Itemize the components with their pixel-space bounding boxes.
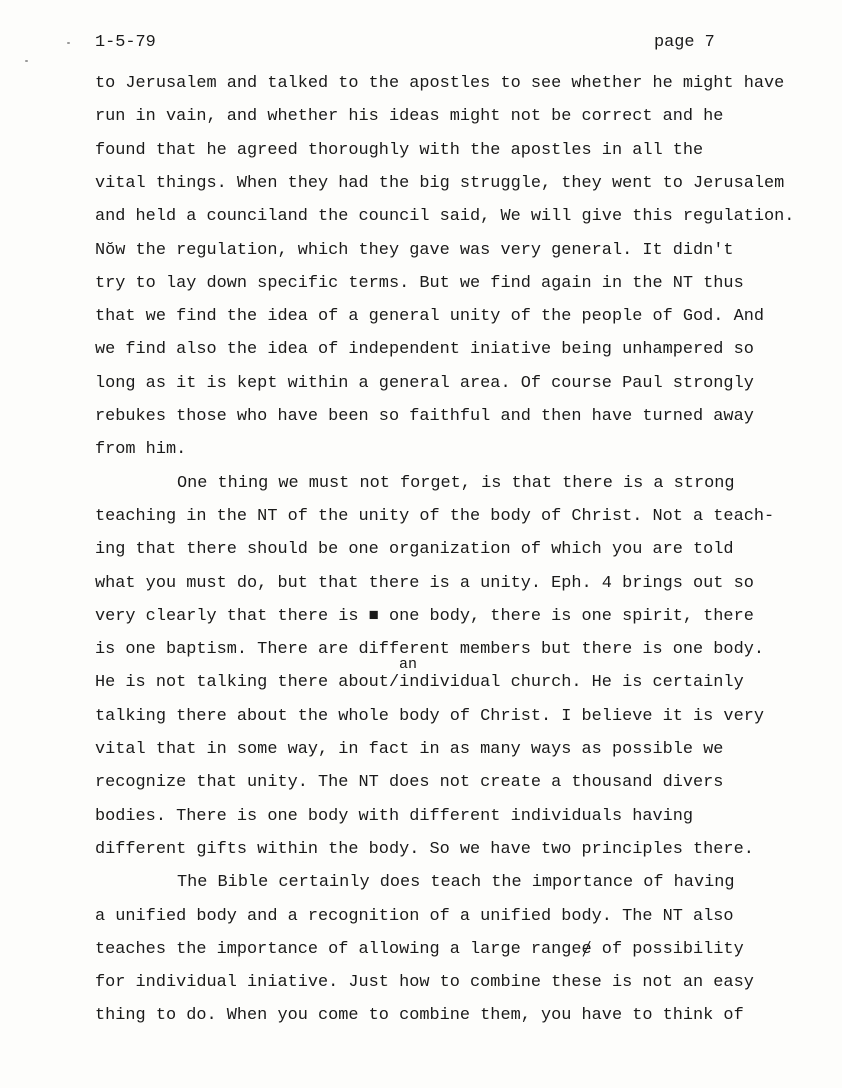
text-line: a unified body and a recognition of a unified body. The NT also xyxy=(95,906,734,926)
scan-speck xyxy=(67,42,70,44)
text-line: long as it is kept within a general area. Of course Paul strongly xyxy=(95,373,754,393)
text-line: what you must do, but that there is a unity. Eph. 4 brings out so xyxy=(95,573,754,593)
text-line: for individual iniative. Just how to combine these is not an easy xyxy=(95,973,754,993)
text-line: One thing we must not forget, is that there is a strong xyxy=(177,473,735,493)
text-line: bodies. There is one body with different individuals having xyxy=(95,806,694,826)
text-line: rebukes those who have been so faithful and then have turned away xyxy=(95,407,754,426)
text-line: different gifts within the body. So we have two principles there. xyxy=(95,839,754,859)
text-line: vital things. When they had the big struggle, they went to Jerusalem xyxy=(95,173,785,193)
text-line: is one baptism. There are different members but there is one body. xyxy=(95,640,764,660)
text-line: recognize that unity. The NT does not create a thousand divers xyxy=(95,773,724,793)
text-line: and held a counciland the council said, We will give this regulation. xyxy=(95,207,795,227)
text-line: from him. xyxy=(95,440,187,460)
text-line: try to lay down specific terms. But we find again in the NT thus xyxy=(95,273,744,293)
scan-speck xyxy=(25,60,28,62)
page-header-date: 1-5-79 xyxy=(95,33,156,52)
text-line: talking there about the whole body of Christ. I believe it is very xyxy=(95,706,764,726)
text-line: that we find the idea of a general unity of the people of God. And xyxy=(95,307,764,327)
text-line: we find also the idea of independent iniative being unhampered so xyxy=(95,340,754,360)
text-line: very clearly that there is ■ one body, there is one spirit, there xyxy=(95,606,754,626)
text-line: teaching in the NT of the unity of the body of Christ. Not a teach- xyxy=(95,506,775,526)
page-number: page 7 xyxy=(654,33,715,52)
text-line: teaches the importance of allowing a large rangeɇ of possibility xyxy=(95,939,744,959)
text-line: vital that in some way, in fact in as many ways as possible we xyxy=(95,740,724,759)
text-line: thing to do. When you come to combine them, you have to think of xyxy=(95,1006,744,1026)
text-line: ing that there should be one organization of which you are told xyxy=(95,540,734,560)
text-line: found that he agreed thoroughly with the apostles in all the xyxy=(95,140,704,160)
text-line: to Jerusalem and talked to the apostles to see whether he might have xyxy=(95,74,785,93)
text-line: Nŏw the regulation, which they gave was very general. It didn't xyxy=(95,240,734,260)
text-line: run in vain, and whether his ideas might not be correct and he xyxy=(95,107,724,127)
handwritten-insertion: an xyxy=(399,656,418,673)
text-line: He is not talking there about/individual church. He is certainly xyxy=(95,673,744,693)
text-line: The Bible certainly does teach the importance of having xyxy=(177,873,735,893)
